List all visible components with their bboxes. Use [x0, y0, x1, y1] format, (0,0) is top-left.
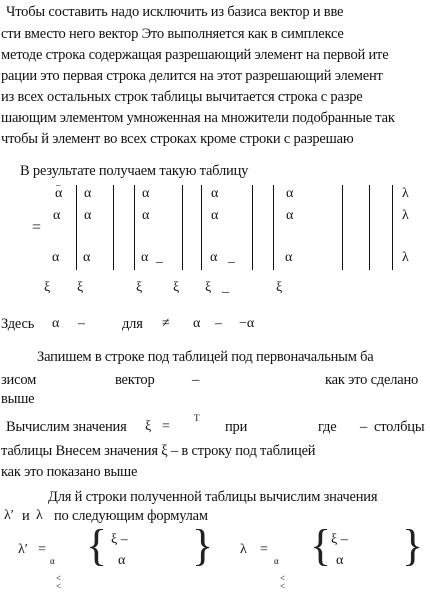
paragraph-3-compute: Вычислим значения [6, 419, 127, 435]
paragraph-1-line-7: чтобы й элемент во всех строках кроме строки с разрешаю [1, 131, 354, 147]
formula-left-brace: { [310, 521, 332, 570]
paragraph-3-at: при [225, 419, 248, 435]
table-footer-xi: ξ [44, 280, 51, 295]
where-prefix: Здесь [1, 316, 35, 332]
paragraph-3-eq: = [162, 419, 170, 434]
table-cell-alpha: α [84, 186, 92, 201]
table-column-rule [182, 185, 183, 270]
paragraph-2-line-3: выше [1, 391, 35, 407]
table-column-rule [113, 185, 114, 270]
paragraph-2-line-1: Запишем в строке под таблицей под первоначальным ба [37, 349, 374, 365]
where-alpha-2: α [193, 316, 201, 331]
table-cell-alpha: α [142, 208, 150, 223]
table-cell-alpha: α [55, 186, 63, 201]
table-column-rule [252, 185, 253, 270]
paragraph-3-sup-t: T [194, 413, 200, 423]
where-alpha: α [52, 316, 60, 331]
table-column-rule [76, 185, 77, 270]
paragraph-3-columns: столбцы [374, 419, 425, 435]
paragraph-1-line-3: методе строка содержащая разрешающий элемент на первой ите [1, 47, 389, 63]
table-cell-alpha: α [142, 186, 150, 201]
table-cell-alpha: α [286, 208, 294, 223]
table-footer-xi: ξ [205, 280, 212, 295]
table-footer-xi: ξ [173, 280, 180, 295]
table-column-rule [273, 185, 274, 270]
paragraph-2-as-done: как это сделано [325, 372, 419, 388]
formula-lhs-lambda: λ [240, 542, 247, 557]
paragraph-4-lambda-prime: λ′ [4, 508, 14, 523]
formula-sub-lt: < [56, 581, 62, 591]
paragraph-1-line-6: шающим элементом умноженная на множители подобранные так [1, 110, 395, 126]
paragraph-1-line-4: рации это первая строка делится на этот разрешающий элемент [1, 68, 383, 84]
paragraph-3-line-2: таблицы Внесем значения ξ – в строку под таблицей [1, 443, 316, 459]
formula-eq: = [38, 542, 46, 557]
formula-lhs-lambda-prime: λ′ [18, 542, 28, 557]
table-footer-xi: ξ [77, 280, 84, 295]
paragraph-3-dash: – [360, 419, 368, 435]
formula-alpha: α [118, 553, 126, 568]
paragraph-1-line-1: Чтобы составить надо исключить из базиса вектор и вве [6, 4, 344, 20]
table-row-lambda: λ [402, 208, 409, 223]
where-dash-2: – [215, 316, 222, 331]
where-for: для [122, 316, 143, 332]
formula-alpha: α [336, 553, 344, 568]
paragraph-2-dash: – [192, 372, 200, 388]
table-cell-alpha: α [211, 186, 219, 201]
table-cell-dash: _ [228, 250, 235, 265]
formula-sub-lt: < [280, 573, 286, 583]
formula-left-brace: { [86, 521, 108, 570]
table-footer-xi: ξ [276, 280, 283, 295]
paragraph-4-lambda: λ [36, 508, 43, 523]
formula-right-brace: } [402, 521, 424, 570]
formula-xi-minus: ξ – [331, 532, 348, 547]
table-column-rule [134, 185, 135, 270]
table-top-dash: _ [56, 177, 61, 187]
where-dash: – [78, 316, 85, 331]
paragraph-2-vector: вектор [115, 372, 155, 388]
paragraph-3-line-3: как это показано выше [1, 464, 138, 480]
table-column-rule [392, 185, 393, 270]
table-cell-alpha: α [285, 250, 293, 265]
formula-sub-lt: < [56, 573, 62, 583]
table-cell-dash: _ [156, 250, 163, 265]
paragraph-3-xi: ξ [145, 419, 152, 434]
table-equals-sign: = [32, 219, 42, 236]
table-footer-dash: _ [222, 280, 229, 295]
table-column-rule [369, 185, 370, 270]
formula-right-brace: } [192, 521, 214, 570]
paragraph-2-zisom: зисом [1, 372, 37, 388]
table-cell-alpha: α [286, 186, 294, 201]
table-cell-alpha: α [211, 208, 219, 223]
table-cell-alpha: α [83, 250, 91, 265]
paragraph-4-line-1: Для й строки полученной таблицы вычислим значения [48, 489, 378, 505]
table-cell-alpha: α [210, 250, 218, 265]
paragraph-1-line-2: сти вместо него вектор Это выполняется как в симплексе [1, 26, 344, 42]
paragraph-4-and: и [22, 508, 30, 524]
formula-xi-minus: ξ – [111, 532, 128, 547]
formula-sub-lt: < [280, 581, 286, 591]
table-column-rule [201, 185, 202, 270]
table-column-rule [342, 185, 343, 270]
formula-eq: = [260, 542, 268, 557]
table-footer-xi: ξ [136, 280, 143, 295]
table-cell-alpha: α [52, 250, 60, 265]
formula-sub-alpha: α [274, 556, 279, 566]
table-cell-alpha: α [141, 250, 149, 265]
where-minus-alpha: −α [239, 316, 255, 331]
table-cell-alpha: α [84, 208, 92, 223]
table-cell-alpha: α [53, 208, 61, 223]
paragraph-4-formulas-text: по следующим формулам [54, 508, 208, 524]
formula-sub-alpha: α [50, 556, 55, 566]
table-intro-text: В результате получаем такую таблицу [20, 163, 249, 179]
paragraph-3-where: где [318, 419, 337, 435]
where-not-equal: ≠ [162, 316, 170, 331]
table-row-lambda: λ [402, 250, 409, 265]
table-row-lambda: λ [402, 186, 409, 201]
paragraph-1-line-5: из всех остальных строк таблицы вычитается строка с разре [1, 89, 363, 105]
